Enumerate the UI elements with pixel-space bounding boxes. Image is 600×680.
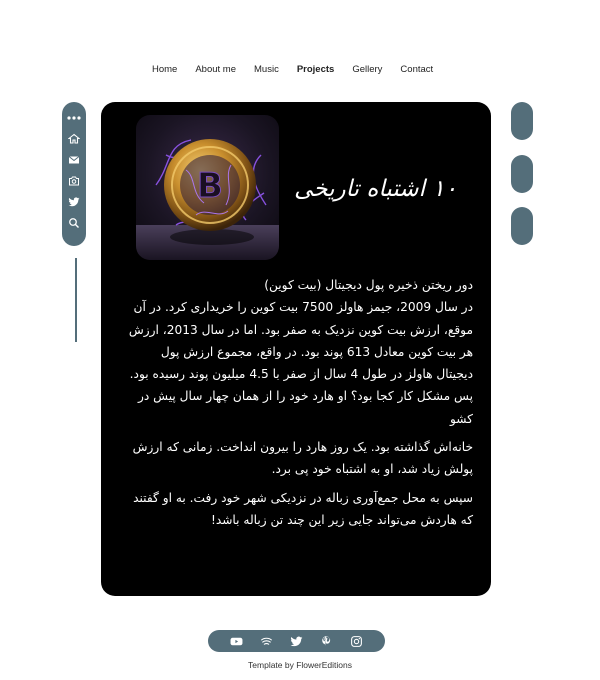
article-card [101,102,491,596]
nav-item-home[interactable]: Home [152,64,178,75]
bitcoin-coin-image [136,115,279,260]
home-icon[interactable] [66,131,82,147]
nav-item-projects[interactable]: Projects [296,64,335,75]
left-social-bar [62,102,86,246]
twitter-icon[interactable] [66,194,82,210]
youtube-icon[interactable] [230,634,244,648]
article-paragraph-4: سپس به محل جمع‌آوری زباله در نزدیکی شهر خود رفت. به او گفتند که هاردش می‌تواند جایی زیر این چند تن زباله باشد! [133,490,473,527]
more-dots-icon[interactable] [66,110,82,126]
article-paragraph-2: در سال 2009، جیمز هاولز 7500 بیت کوین را خریداری کرد. در آن موقع، ارزش بیت کوین نزدیک به صفر بود. اما در سال 2013، ارزش هر بیت کوین معادل 613 پوند بود. در واقع، مجموع ارزش پول دیجیتال هاولز در طول 4 سال از صفر با 4.5 میلیون پوند رسیده بود. پس مشکل کار کجا بود؟ او هارد خود را از همان چهار سال پیش در کشو [128,300,473,426]
podcast-icon[interactable] [260,634,274,648]
article-paragraph-3: خانه‌اش گذاشته بود. یک روز هارد را بیرون انداخت. زمانی که ارزش پولش زیاد شد، او به اشتباه خود پی برد. [132,440,473,477]
camera-icon[interactable] [66,173,82,189]
mail-icon[interactable] [66,152,82,168]
pinterest-icon[interactable] [320,634,334,648]
article-paragraph-1: دور ریختن ذخیره پول دیجیتال (بیت کوین) [264,278,473,292]
instagram-icon[interactable] [350,634,364,648]
article-title: ١٠ اشتباه تاریخی [294,176,457,202]
right-pill-button-2[interactable] [511,155,533,193]
nav-item-music[interactable]: Music [254,64,279,75]
left-divider-line [75,258,77,342]
nav-item-about[interactable]: About me [195,64,237,75]
right-pill-button-3[interactable] [511,207,533,245]
twitter-icon[interactable] [290,634,304,648]
nav-item-contact[interactable]: Contact [400,64,434,75]
template-credit: Template by FlowerEditions [248,660,352,670]
right-pill-button-1[interactable] [511,102,533,140]
footer-social-bar [208,630,385,652]
article-body [121,274,473,531]
top-nav [150,64,442,75]
nav-item-gallery[interactable]: Gellery [352,64,383,75]
svg-text:B: B [197,166,223,206]
search-icon[interactable] [66,215,82,231]
